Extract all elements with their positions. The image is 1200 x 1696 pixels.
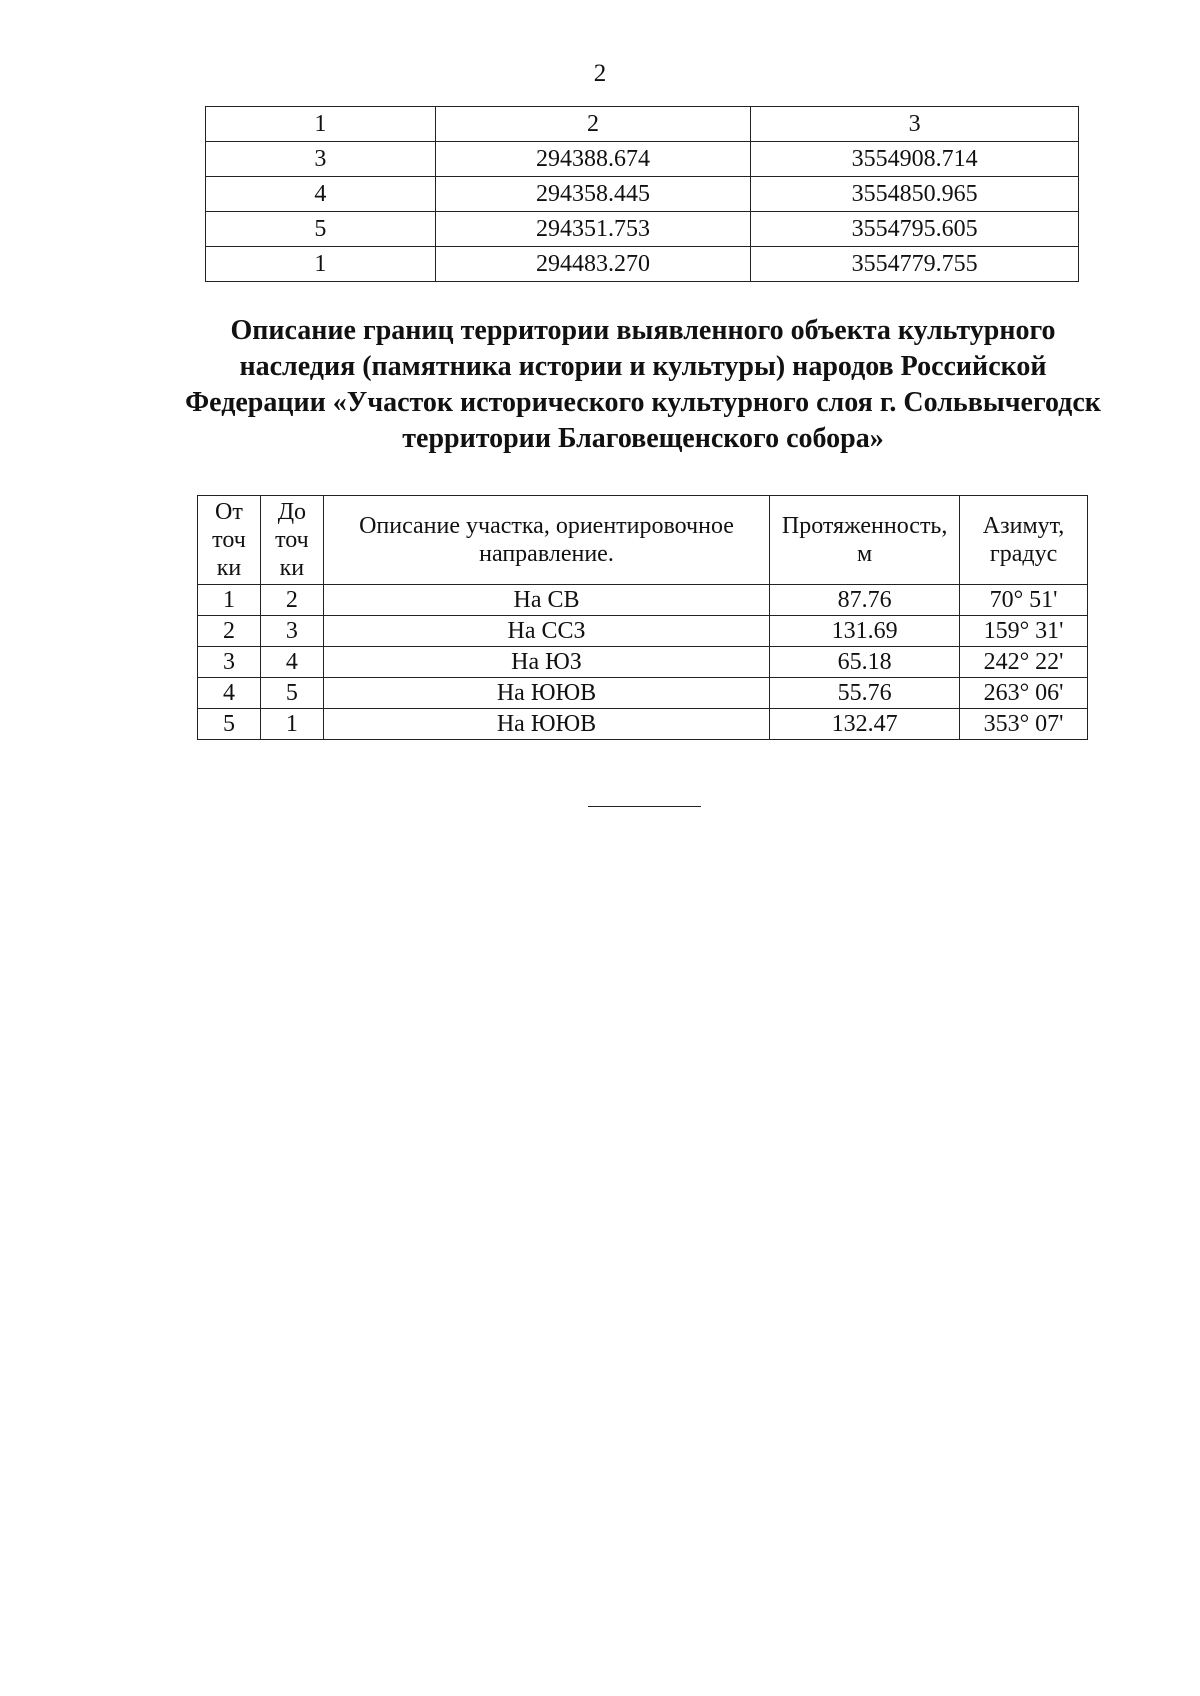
table-row [206, 142, 1079, 177]
coordinates-table [205, 106, 1079, 282]
description-cell: На ЮЮВ [323, 709, 769, 740]
to-point-cell: 3 [260, 616, 323, 647]
point-number-cell: 1 [206, 247, 436, 282]
from-point-cell: 3 [198, 647, 261, 678]
from-point-header: От точ ки [198, 496, 261, 585]
azimuth-cell: 159° 31' [960, 616, 1088, 647]
point-number-cell: 5 [206, 212, 436, 247]
y-coordinate-cell: 3554779.755 [751, 247, 1079, 282]
to-point-cell: 1 [260, 709, 323, 740]
description-cell: На СВ [323, 585, 769, 616]
end-of-document-rule [588, 806, 701, 807]
point-number-cell: 3 [206, 142, 436, 177]
y-coordinate-cell: 3554850.965 [751, 177, 1079, 212]
y-coordinate-cell: 3554795.605 [751, 212, 1079, 247]
table-row [206, 212, 1079, 247]
length-cell: 132.47 [770, 709, 960, 740]
table-header-row [198, 496, 1088, 585]
to-point-cell: 5 [260, 678, 323, 709]
point-number-cell: 4 [206, 177, 436, 212]
column-number-cell: 2 [435, 107, 751, 142]
from-point-cell: 5 [198, 709, 261, 740]
table-row [198, 585, 1088, 616]
heading-line: Описание границ территории выявленного объекта культурного [230, 315, 1056, 346]
boundary-description-table [197, 495, 1088, 740]
from-point-cell: 1 [198, 585, 261, 616]
length-cell: 55.76 [770, 678, 960, 709]
description-cell: На ЮЮВ [323, 678, 769, 709]
table-row [198, 678, 1088, 709]
table-row [198, 647, 1088, 678]
table-header-row [206, 107, 1079, 142]
table-row [198, 616, 1088, 647]
azimuth-cell: 242° 22' [960, 647, 1088, 678]
description-cell: На ЮЗ [323, 647, 769, 678]
heading-line: Федерации «Участок исторического культурного слоя г. Сольвычегодск [185, 387, 1101, 418]
heading-line: наследия (памятника истории и культуры) народов Российской [239, 351, 1047, 382]
length-header: Протяженность, м [770, 496, 960, 585]
description-header: Описание участка, ориентировочное направление. [323, 496, 769, 585]
azimuth-cell: 263° 06' [960, 678, 1088, 709]
table-row [206, 177, 1079, 212]
table-row [198, 709, 1088, 740]
length-cell: 65.18 [770, 647, 960, 678]
azimuth-cell: 70° 51' [960, 585, 1088, 616]
from-point-cell: 2 [198, 616, 261, 647]
azimuth-cell: 353° 07' [960, 709, 1088, 740]
azimuth-header: Азимут, градус [960, 496, 1088, 585]
page-number: 2 [593, 60, 607, 87]
x-coordinate-cell: 294351.753 [435, 212, 751, 247]
x-coordinate-cell: 294388.674 [435, 142, 751, 177]
heading-line: территории Благовещенского собора» [402, 423, 884, 454]
length-cell: 87.76 [770, 585, 960, 616]
to-point-cell: 4 [260, 647, 323, 678]
description-cell: На ССЗ [323, 616, 769, 647]
to-point-cell: 2 [260, 585, 323, 616]
section-heading [150, 313, 1136, 457]
table-row [206, 247, 1079, 282]
y-coordinate-cell: 3554908.714 [751, 142, 1079, 177]
column-number-cell: 3 [751, 107, 1079, 142]
length-cell: 131.69 [770, 616, 960, 647]
column-number-cell: 1 [206, 107, 436, 142]
from-point-cell: 4 [198, 678, 261, 709]
x-coordinate-cell: 294483.270 [435, 247, 751, 282]
to-point-header: До точ ки [260, 496, 323, 585]
x-coordinate-cell: 294358.445 [435, 177, 751, 212]
